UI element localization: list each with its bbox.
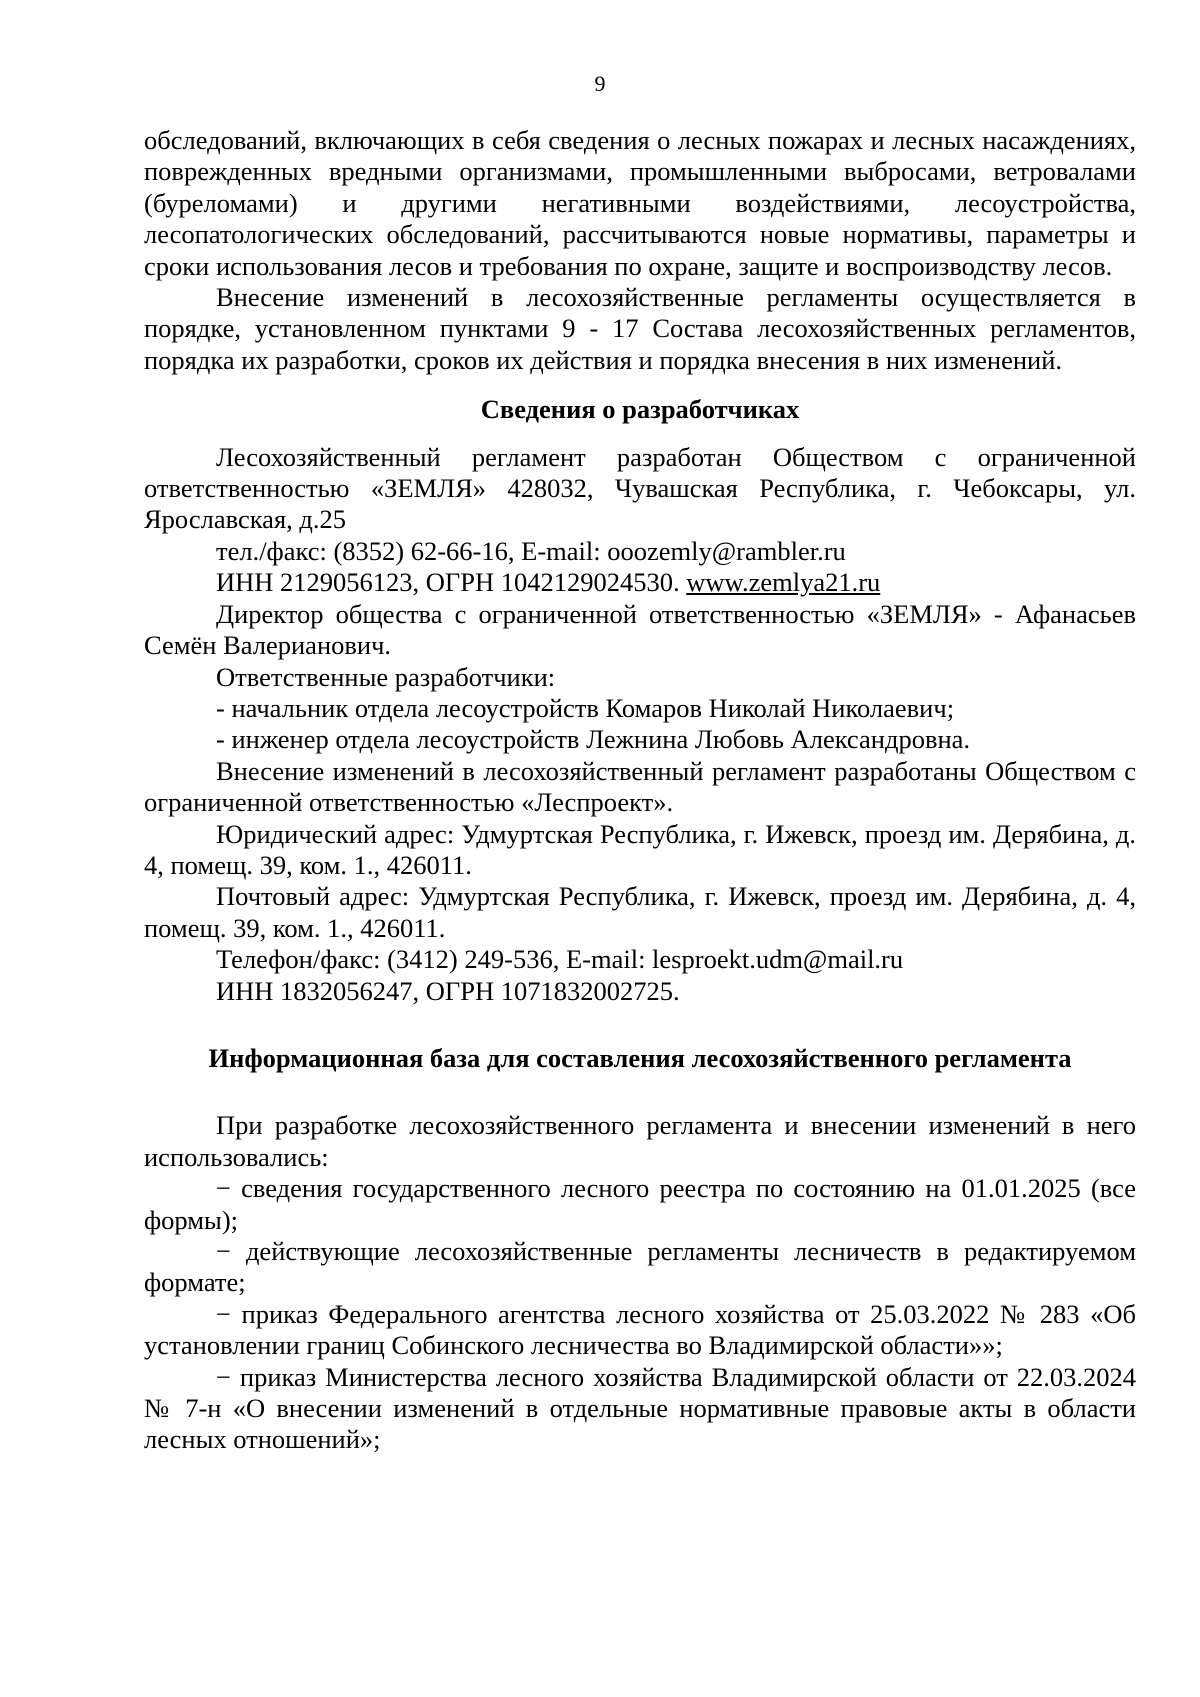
paragraph-developer-zemlya: Лесохозяйственный регламент разработан Обществом с ограниченной ответственностью «ЗЕМЛЯ» 428032, Чувашская Республика, г. Чебоксары, ул. Ярославская, д.25: [144, 441, 1136, 535]
paragraph-developer-lesproekt: Внесение изменений в лесохозяйственный регламент разработаны Обществом с ограниченной ответственностью «Леспроект».: [144, 755, 1136, 818]
paragraph-legal-address: Юридический адрес: Удмуртская Республика, г. Ижевск, проезд им. Дерябина, д. 4, помещ. 39, ком. 1., 426011.: [144, 818, 1136, 880]
paragraph-lesproekt-contacts: Телефон/факс: (3412) 249-536, E-mail: lesproekt.udm@mail.ru: [216, 944, 904, 975]
section-heading-information-base: Информационная база для составления лесохозяйственного регламента: [208, 1042, 1072, 1073]
list-item-source-2: − действующие лесохозяйственные регламенты лесничеств в редактируемом формате;: [144, 1236, 1136, 1298]
page-number: 9: [594, 71, 606, 96]
document-body: [144, 125, 1136, 1456]
list-item-developer-2: - инженер отдела лесоустройств Лежнина Любовь Александровна.: [216, 724, 971, 755]
paragraph-sources-intro: При разработке лесохозяйственного регламента и внесении изменений в него использовались:: [144, 1110, 1136, 1172]
paragraph-lesproekt-inn: ИНН 1832056247, ОГРН 1071832002725.: [216, 975, 680, 1006]
list-item-source-1: − сведения государственного лесного реестра по состоянию на 01.01.2025 (все формы);: [144, 1173, 1136, 1235]
list-item-developer-1: - начальник отдела лесоустройств Комаров Николай Николаевич;: [216, 692, 955, 723]
paragraph-zemlya-inn: [144, 567, 1136, 598]
section-heading-developers: Сведения о разработчиках: [480, 394, 800, 425]
zemlya-inn-text: ИНН 2129056123, ОГРН 1042129024530.: [216, 567, 687, 598]
list-item-source-4: − приказ Министерства лесного хозяйства Владимирской области от 22.03.2024 № 7-н «О внесении изменений в отдельные нормативные правовые акты в области лесных отношений»;: [144, 1361, 1136, 1455]
paragraph-zemlya-contacts: тел./факс: (8352) 62-66-16, E-mail: ooozemly@rambler.ru: [216, 535, 846, 566]
paragraph-continuation: обследований, включающих в себя сведения о лесных пожарах и лесных насаждениях, поврежденных вредными организмами, промышленными выбросами, ветровалами (буреломами) и другими негативными воздействиями, лесоустройства, лесопатологических обследований, рассчитываются новые нормативы, параметры и сроки использования лесов и требования по охране, защите и воспроизводству лесов.: [144, 125, 1136, 281]
paragraph-amendments: Внесение изменений в лесохозяйственные регламенты осуществляется в порядке, установленном пунктами 9 - 17 Состава лесохозяйственных регламентов, порядка их разработки, сроков их действия и порядка внесения в них изменений.: [144, 282, 1136, 375]
zemlya-website-link[interactable]: www.zemlya21.ru: [686, 567, 881, 598]
list-item-source-3: − приказ Федерального агентства лесного хозяйства от 25.03.2022 № 283 «Об установлении границ Собинского лесничества во Владимирской области»»;: [144, 1298, 1136, 1361]
paragraph-responsible-developers: Ответственные разработчики:: [216, 661, 556, 692]
paragraph-zemlya-director: Директор общества с ограниченной ответственностью «ЗЕМЛЯ» - Афанасьев Семён Валерианович.: [144, 598, 1136, 661]
paragraph-postal-address: Почтовый адрес: Удмуртская Республика, г. Ижевск, проезд им. Дерябина, д. 4, помещ. 39, ком. 1., 426011.: [144, 881, 1136, 943]
